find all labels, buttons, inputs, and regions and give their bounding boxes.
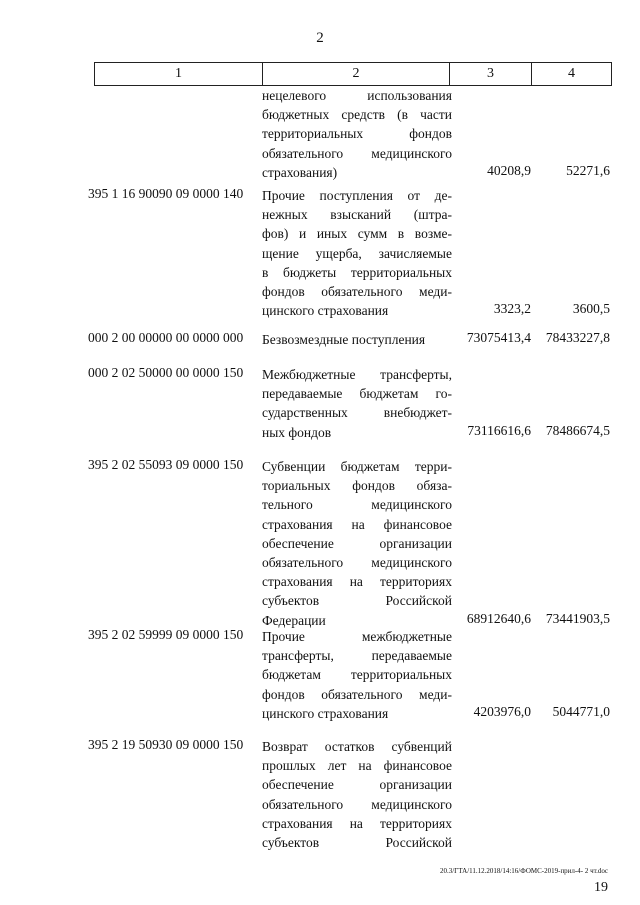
- row-value-col3: 3323,2: [493, 301, 531, 317]
- description-line: бюджетных средств (в части: [262, 107, 452, 123]
- description-line: страхования): [262, 164, 338, 180]
- description-line: Субвенции бюджетам терри-: [262, 459, 452, 474]
- description-line: страхования на территориях: [262, 815, 452, 831]
- row-description: [262, 330, 452, 349]
- row-code: 000 2 02 50000 00 0000 150: [88, 365, 244, 380]
- description-line: Федерации: [262, 612, 326, 628]
- description-line: прошлых лет на финансовое: [262, 758, 452, 774]
- header-col-2: 2: [352, 66, 360, 81]
- footer-file-note: 20.3/ГТА/11.12.2018/14:16/ФОМС-2019-прил-4- 2 чт.doc: [439, 867, 608, 875]
- description-line: Прочие поступления от де-: [262, 188, 452, 203]
- description-line: нежных взысканий (штра-: [262, 207, 452, 223]
- header-col-1: 1: [175, 66, 182, 81]
- description-line: Возврат остатков субвенций: [262, 739, 452, 754]
- row-description: [262, 86, 452, 182]
- description-line: обеспечение организации: [262, 777, 452, 793]
- row-code: 000 2 00 00000 00 0000 000: [88, 330, 244, 345]
- row-value-col3: 40208,9: [487, 162, 531, 178]
- description-line: субъектов Российской: [262, 593, 452, 609]
- description-line: сударственных внебюджет-: [262, 405, 452, 421]
- header-col-4: 4: [568, 66, 575, 81]
- description-line: фондов обязательного меди-: [262, 686, 452, 702]
- description-line: обязательного медицинского: [262, 796, 452, 812]
- description-line: субъектов Российской: [262, 834, 452, 850]
- description-line: тельного медицинского: [262, 497, 452, 513]
- description-line: нецелевого использования: [262, 88, 452, 103]
- description-line: страхования на финансовое: [262, 516, 452, 532]
- row-value-col3: 68912640,6: [466, 610, 531, 626]
- row-value-col3: 73116616,6: [467, 422, 531, 438]
- description-line: фов) и иных сумм в возме-: [262, 226, 452, 242]
- footer-page-number: 19: [594, 880, 608, 895]
- row-value-col4: 78433227,8: [545, 330, 610, 345]
- description-line: обеспечение организации: [262, 535, 452, 551]
- description-line: в бюджеты территориальных: [262, 264, 452, 280]
- row-value-col4: 5044771,0: [552, 703, 610, 719]
- row-description: [262, 737, 452, 852]
- row-value-col4: 3600,5: [572, 301, 610, 317]
- description-line: передаваемые бюджетам го-: [262, 386, 452, 402]
- description-line: бюджетам территориальных: [262, 667, 452, 683]
- description-line: ных фондов: [262, 424, 332, 440]
- description-line: цинского страхования: [262, 705, 389, 721]
- description-line: щение ущерба, зачисляемые: [262, 245, 452, 261]
- description-line: фондов обязательного меди-: [262, 283, 452, 299]
- description-line: Безвозмездные поступления: [262, 332, 426, 347]
- description-line: ториальных фондов обяза-: [262, 478, 452, 494]
- description-line: Прочие межбюджетные: [262, 629, 452, 644]
- row-value-col3: 4203976,0: [473, 703, 531, 719]
- row-description: [262, 186, 452, 320]
- row-value-col4: 73441903,5: [545, 610, 610, 626]
- description-line: страхования на территориях: [262, 574, 452, 590]
- row-description: [262, 627, 452, 723]
- page-number: 2: [316, 30, 324, 46]
- description-line: обязательного медицинского: [262, 145, 452, 161]
- row-value-col4: 52271,6: [566, 162, 610, 178]
- row-code: 395 2 19 50930 09 0000 150: [88, 737, 244, 752]
- description-line: территориальных фондов: [262, 126, 452, 142]
- row-code: 395 2 02 55093 09 0000 150: [88, 457, 244, 472]
- description-line: цинского страхования: [262, 303, 389, 319]
- row-code: 395 2 02 59999 09 0000 150: [88, 627, 244, 642]
- row-value-col4: 78486674,5: [545, 422, 610, 438]
- description-line: Межбюджетные трансферты,: [262, 367, 452, 382]
- description-line: обязательного медицинского: [262, 554, 452, 570]
- row-description: [262, 457, 452, 630]
- table-header: [94, 62, 612, 86]
- header-col-3: 3: [487, 66, 494, 81]
- row-value-col3: 73075413,4: [466, 330, 531, 345]
- row-code: 395 1 16 90090 09 0000 140: [88, 186, 244, 201]
- row-description: [262, 365, 452, 442]
- description-line: трансферты, передаваемые: [262, 648, 452, 664]
